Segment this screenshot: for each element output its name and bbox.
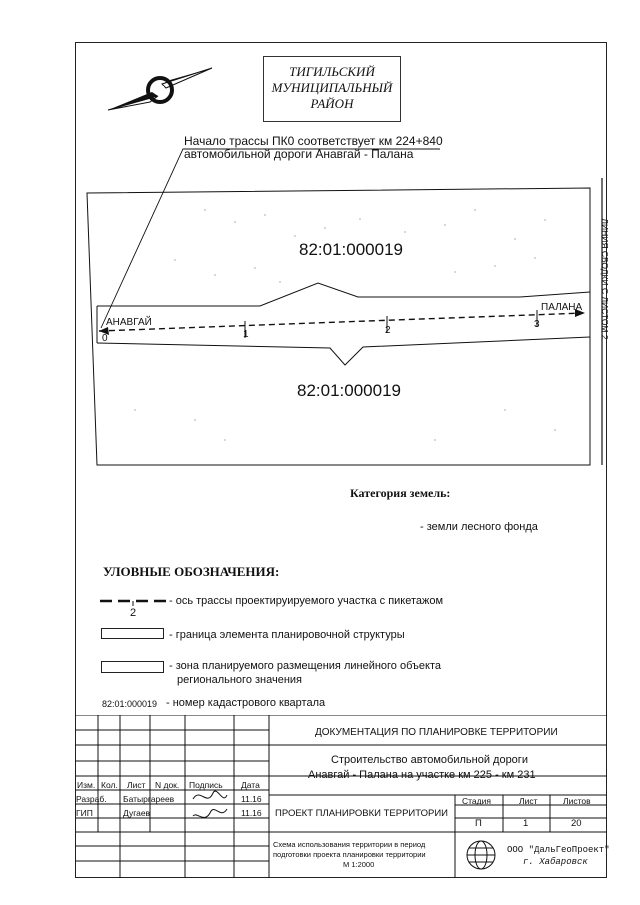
project-line-1: Строительство автомобильной дороги [331, 754, 528, 766]
project-line-2: Анавгай - Палана на участке км 225 - км 231 [308, 769, 536, 781]
match-line-label: ЛИНИЯ СВОДКИ С ЛИСТОМ 2 [600, 218, 610, 340]
sheet-value: 1 [523, 818, 529, 829]
scheme-line-1: Схема использования территории в период [273, 840, 426, 849]
scheme-line-2: подготовки проекта планировки территории [273, 850, 426, 859]
legend-cad-text: - номер кадастрового квартала [166, 697, 326, 709]
legend-axis-text: - ось трассы проектируируемого участка с пикетажом [169, 595, 444, 607]
north-arrow-icon [100, 62, 220, 118]
sheet-header: Лист [519, 796, 538, 806]
land-category-item: - земли лесного фонда [420, 521, 538, 533]
place-palana: ПАЛАНА [541, 302, 583, 313]
zone-top-edge [97, 283, 590, 306]
legend-boundary-text: - граница элемента планировочной структуры [169, 629, 405, 641]
land-category-title: Категория земель: [350, 486, 451, 500]
legend-zone-text-1: - зона планируемого размещения линейного объекта [169, 660, 441, 672]
district-line-3: РАЙОН [310, 96, 354, 111]
signature-2 [193, 809, 227, 817]
signature-1 [193, 791, 227, 799]
route-axis [99, 313, 583, 331]
cadastral-boundary [87, 188, 590, 465]
company-city: г. Хабаровск [523, 857, 588, 867]
company-name: ООО "ДальГеоПроект" [507, 845, 610, 855]
row2-date: 11.16 [241, 808, 262, 818]
district-label [263, 56, 401, 122]
stage-value: П [475, 818, 482, 829]
project-type: ПРОЕКТ ПЛАНИРОВКИ ТЕРРИТОРИИ [275, 808, 448, 819]
district-line-2: МУНИЦИПАЛЬНЫЙ [271, 80, 393, 95]
header-list: Лист [127, 780, 146, 790]
zone-bottom-edge [97, 337, 590, 365]
header-ndok: N док. [155, 780, 180, 790]
sheets-header: Листов [563, 796, 591, 806]
leader-line [101, 149, 440, 328]
row1-date: 11.16 [241, 794, 262, 804]
start-note-line-1: Начало трассы ПК0 соответствует км 224+840 [184, 134, 443, 148]
legend-zone-text-2: регионального значения [177, 674, 303, 686]
header-kol: Кол. [101, 780, 118, 790]
plan-map [75, 140, 607, 470]
title-block [75, 715, 610, 878]
legend-boundary-symbol [101, 628, 164, 639]
sheets-value: 20 [571, 818, 582, 829]
row1-role: Разраб. [76, 794, 107, 804]
legend-zone-symbol [101, 661, 164, 673]
stage-header: Стадия [462, 796, 491, 806]
picket-label-2: 2 [385, 325, 391, 336]
place-anavgai: АНАВГАЙ [106, 317, 152, 328]
header-podpis: Подпись [189, 780, 223, 790]
legend-cad-code: 82:01:000019 [102, 699, 158, 709]
legend-title: УЛОВНЫЕ ОБОЗНАЧЕНИЯ: [103, 564, 280, 579]
scale-label: М 1:2000 [343, 860, 375, 869]
header-izm: Изм. [77, 780, 96, 790]
picket-label-3: 3 [534, 319, 540, 330]
legend-axis-symbol [100, 596, 166, 606]
row2-name: Дугаев [123, 808, 151, 818]
company-globe-icon [467, 841, 495, 869]
header-data: Дата [241, 780, 260, 790]
start-note-line-2: автомобильной дороги Анавгай - Палана [184, 147, 414, 161]
picket-label-1: 1 [243, 329, 249, 340]
cadastral-number-top: 82:01:000019 [299, 240, 403, 259]
row1-name: Батыргареев [123, 794, 175, 804]
doc-title: ДОКУМЕНТАЦИЯ ПО ПЛАНИРОВКЕ ТЕРРИТОРИИ [315, 727, 558, 738]
legend-axis-number: 2 [130, 607, 137, 619]
picket-label-0: 0 [102, 333, 108, 344]
row2-role: ГИП [76, 808, 93, 818]
district-line-1: ТИГИЛЬСКИЙ [289, 64, 375, 79]
cadastral-number-bottom: 82:01:000019 [297, 381, 401, 400]
